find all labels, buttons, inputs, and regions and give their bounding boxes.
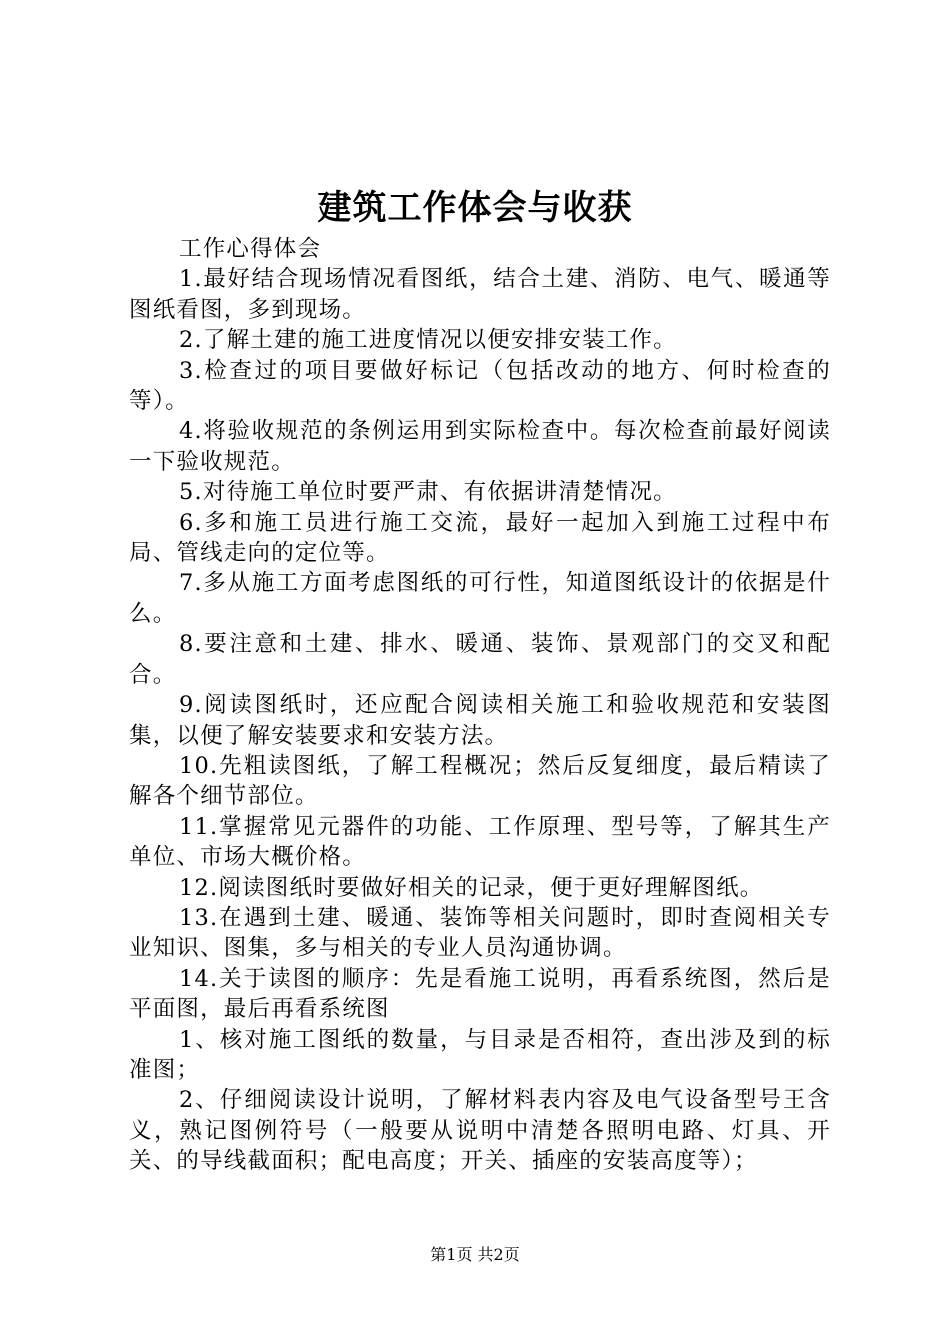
paragraph-item-9: 9.阅读图纸时，还应配合阅读相关施工和验收规范和安装图集，以便了解安装要求和安装方法。: [129, 692, 831, 749]
paragraph-item-3: 3.检查过的项目要做好标记（包括改动的地方、何时检查的等）。: [129, 357, 831, 415]
document-title: 建筑工作体会与收获: [317, 188, 633, 228]
page-footer: 第1页 共2页: [430, 1245, 520, 1264]
paragraph-item-10: 10.先粗读图纸，了解工程概况；然后反复细度，最后精读了解各个细节部位。: [129, 752, 831, 810]
paragraph-item-1: 1.最好结合现场情况看图纸，结合土建、消防、电气、暖通等图纸看图，多到现场。: [129, 266, 831, 323]
paragraph-item-12: 12.阅读图纸时要做好相关的记录，便于更好理解图纸。: [179, 874, 764, 901]
paragraph-item-11: 11.掌握常见元器件的功能、工作原理、型号等，了解其生产单位、市场大概价格。: [129, 813, 831, 871]
paragraph-heading: 工作心得体会: [179, 236, 322, 262]
paragraph-item-13: 13.在遇到土建、暖通、装饰等相关问题时，即时查阅相关专业知识、图集，多与相关的专业人员沟通协调。: [129, 904, 831, 962]
paragraph-item-14: 14.关于读图的顺序：先是看施工说明，再看系统图，然后是平面图，最后再看系统图: [129, 965, 831, 1023]
paragraph-item-4: 4.将验收规范的条例运用到实际检查中。每次检查前最好阅读一下验收规范。: [129, 418, 831, 475]
paragraph-step-1: 1、核对施工图纸的数量，与目录是否相符，查出涉及到的标准图；: [129, 1026, 831, 1083]
paragraph-item-8: 8.要注意和土建、排水、暖通、装饰、景观部门的交叉和配合。: [129, 631, 831, 688]
paragraph-item-2: 2.了解土建的施工进度情况以便安排安装工作。: [179, 327, 677, 354]
paragraph-step-2: 2、仔细阅读设计说明，了解材料表内容及电气设备型号王含义，熟记图例符号（一般要从说明中清楚各照明电路、灯具、开关、的导线截面积；配电高度；开关、插座的安装高度等）；: [129, 1087, 831, 1175]
paragraph-item-5: 5.对待施工单位时要严肃、有依据讲清楚情况。: [179, 479, 677, 506]
paragraph-item-7: 7.多从施工方面考虑图纸的可行性，知道图纸设计的依据是什么。: [129, 570, 831, 627]
document-body: [129, 234, 831, 1177]
paragraph-item-6: 6.多和施工员进行施工交流，最好一起加入到施工过程中布局、管线走向的定位等。: [129, 509, 831, 567]
